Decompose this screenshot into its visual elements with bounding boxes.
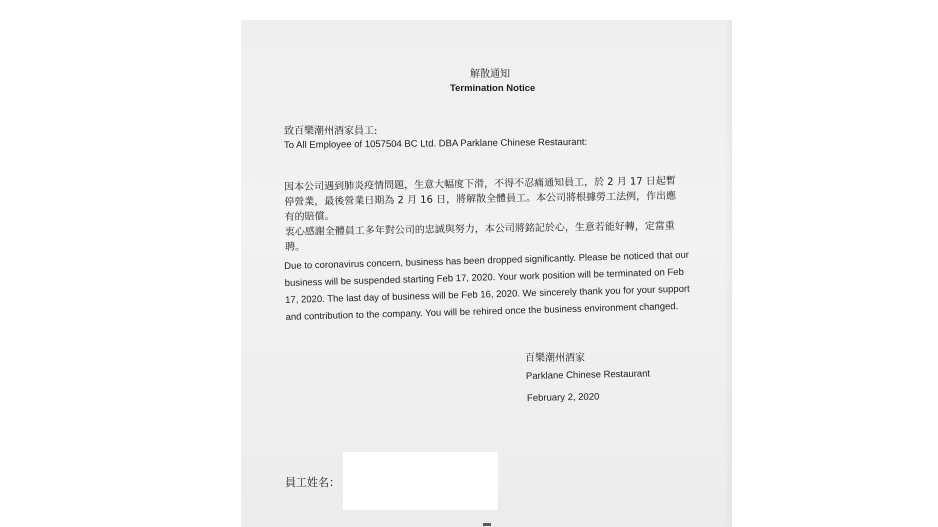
body-chinese-line: 有的賠償。 xyxy=(284,211,335,223)
body-english-line: Due to coronavirus concern, business has been dropped significantly. Please be noticed that our xyxy=(284,249,690,272)
body-english xyxy=(284,246,726,326)
signature-english: Parklane Chinese Restaurant xyxy=(525,368,651,382)
employee-name-label: 員工姓名： xyxy=(285,476,340,489)
redacted-name-box xyxy=(343,452,498,510)
title-english: Termination Notice xyxy=(450,83,536,94)
body-chinese-line: 停營業，最後營業日期為 2 月 16 日，將解散全體員工。本公司將根據勞工法例，作出應 xyxy=(284,190,677,208)
body-english-line: 17, 2020. The last day of business will be Feb 16, 2020. We sincerely thank you for your support xyxy=(285,283,690,306)
salutation-chinese: 致百樂潮州酒家員工: xyxy=(284,126,378,137)
body-english-line: business will be suspended starting Feb 17, 2020. Your work position will be terminated on Feb xyxy=(284,266,684,289)
body-chinese-line: 衷心感謝全體員工多年對公司的忠誠與努力，本公司將銘記於心，生意若能好轉，定當重 xyxy=(284,220,675,238)
body-chinese-line: 聘。 xyxy=(284,241,306,253)
body-chinese-line: 因本公司遇到肺炎疫情問題，生意大幅度下滑，不得不忍痛通知員工，於 2 月 17 日起暫 xyxy=(284,175,676,193)
page-mark xyxy=(483,523,491,526)
body-english-line: and contribution to the company. You will be rehired once the business environment changed. xyxy=(285,301,679,323)
signature-chinese: 百樂潮州酒家 xyxy=(525,353,585,364)
body-chinese xyxy=(284,173,715,255)
signature-date: February 2, 2020 xyxy=(526,391,600,404)
salutation-english: To All Employee of 1057504 BC Ltd. DBA Parklane Chinese Restaurant: xyxy=(283,136,588,151)
title-chinese: 解散通知 xyxy=(470,69,510,80)
notice-paper xyxy=(241,20,732,527)
